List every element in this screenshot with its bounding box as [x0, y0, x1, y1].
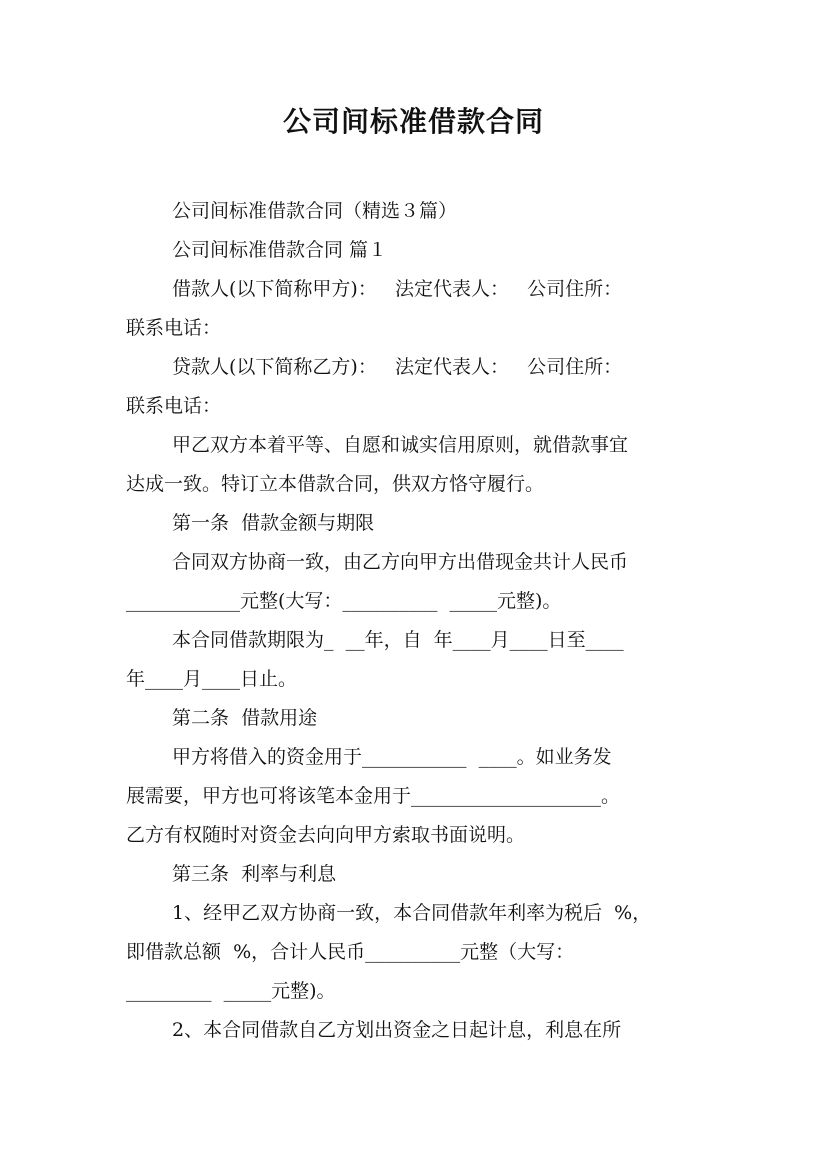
paragraph-line: 甲方将借入的资金用于___________ ____。如业务发 — [172, 746, 612, 768]
paragraph-line: 2、本合同借款自乙方划出资金之日起计息，利息在所 — [172, 1019, 622, 1041]
paragraph-line: 即借款总额 %，合计人民币__________元整（大写： — [126, 941, 575, 963]
document-subtitle: 公司间标准借款合同（精选３篇） — [172, 200, 458, 222]
paragraph-line: ____________元整(大写：__________ _____元整)。 — [126, 590, 562, 612]
paragraph-line: 甲乙双方本着平等、自愿和诚实信用原则，就借款事宜 — [172, 434, 629, 456]
paragraph-line: 乙方有权随时对资金去向向甲方索取书面说明。 — [126, 824, 526, 846]
paragraph-line: 达成一致。特订立本借款合同，供双方恪守履行。 — [126, 473, 545, 495]
paragraph-line: 1、经甲乙双方协商一致，本合同借款年利率为税后 %， — [172, 902, 652, 924]
document-title: 公司间标准借款合同 — [282, 105, 544, 138]
lender-line: 贷款人(以下简称乙方)： 法定代表人： 公司住所： — [172, 356, 623, 378]
article-heading: 第一条 借款金额与期限 — [172, 512, 375, 534]
borrower-phone-line: 联系电话： — [126, 317, 222, 339]
borrower-line: 借款人(以下简称甲方)： 法定代表人： 公司住所： — [172, 278, 623, 300]
article-heading: 第三条 利率与利息 — [172, 863, 337, 885]
article-heading: 第二条 借款用途 — [172, 707, 318, 729]
paragraph-line: _________ _____元整)。 — [126, 980, 336, 1002]
section-heading: 公司间标准借款合同 篇１ — [172, 239, 388, 261]
paragraph-line: 年____月____日止。 — [126, 668, 298, 690]
paragraph-line: 合同双方协商一致，由乙方向甲方出借现金共计人民币 — [172, 551, 629, 573]
lender-phone-line: 联系电话： — [126, 395, 222, 417]
paragraph-line: 展需要，甲方也可将该笔本金用于____________________。 — [126, 785, 621, 807]
paragraph-line: 本合同借款期限为_ __年，自 年____月____日至____ — [172, 629, 624, 651]
